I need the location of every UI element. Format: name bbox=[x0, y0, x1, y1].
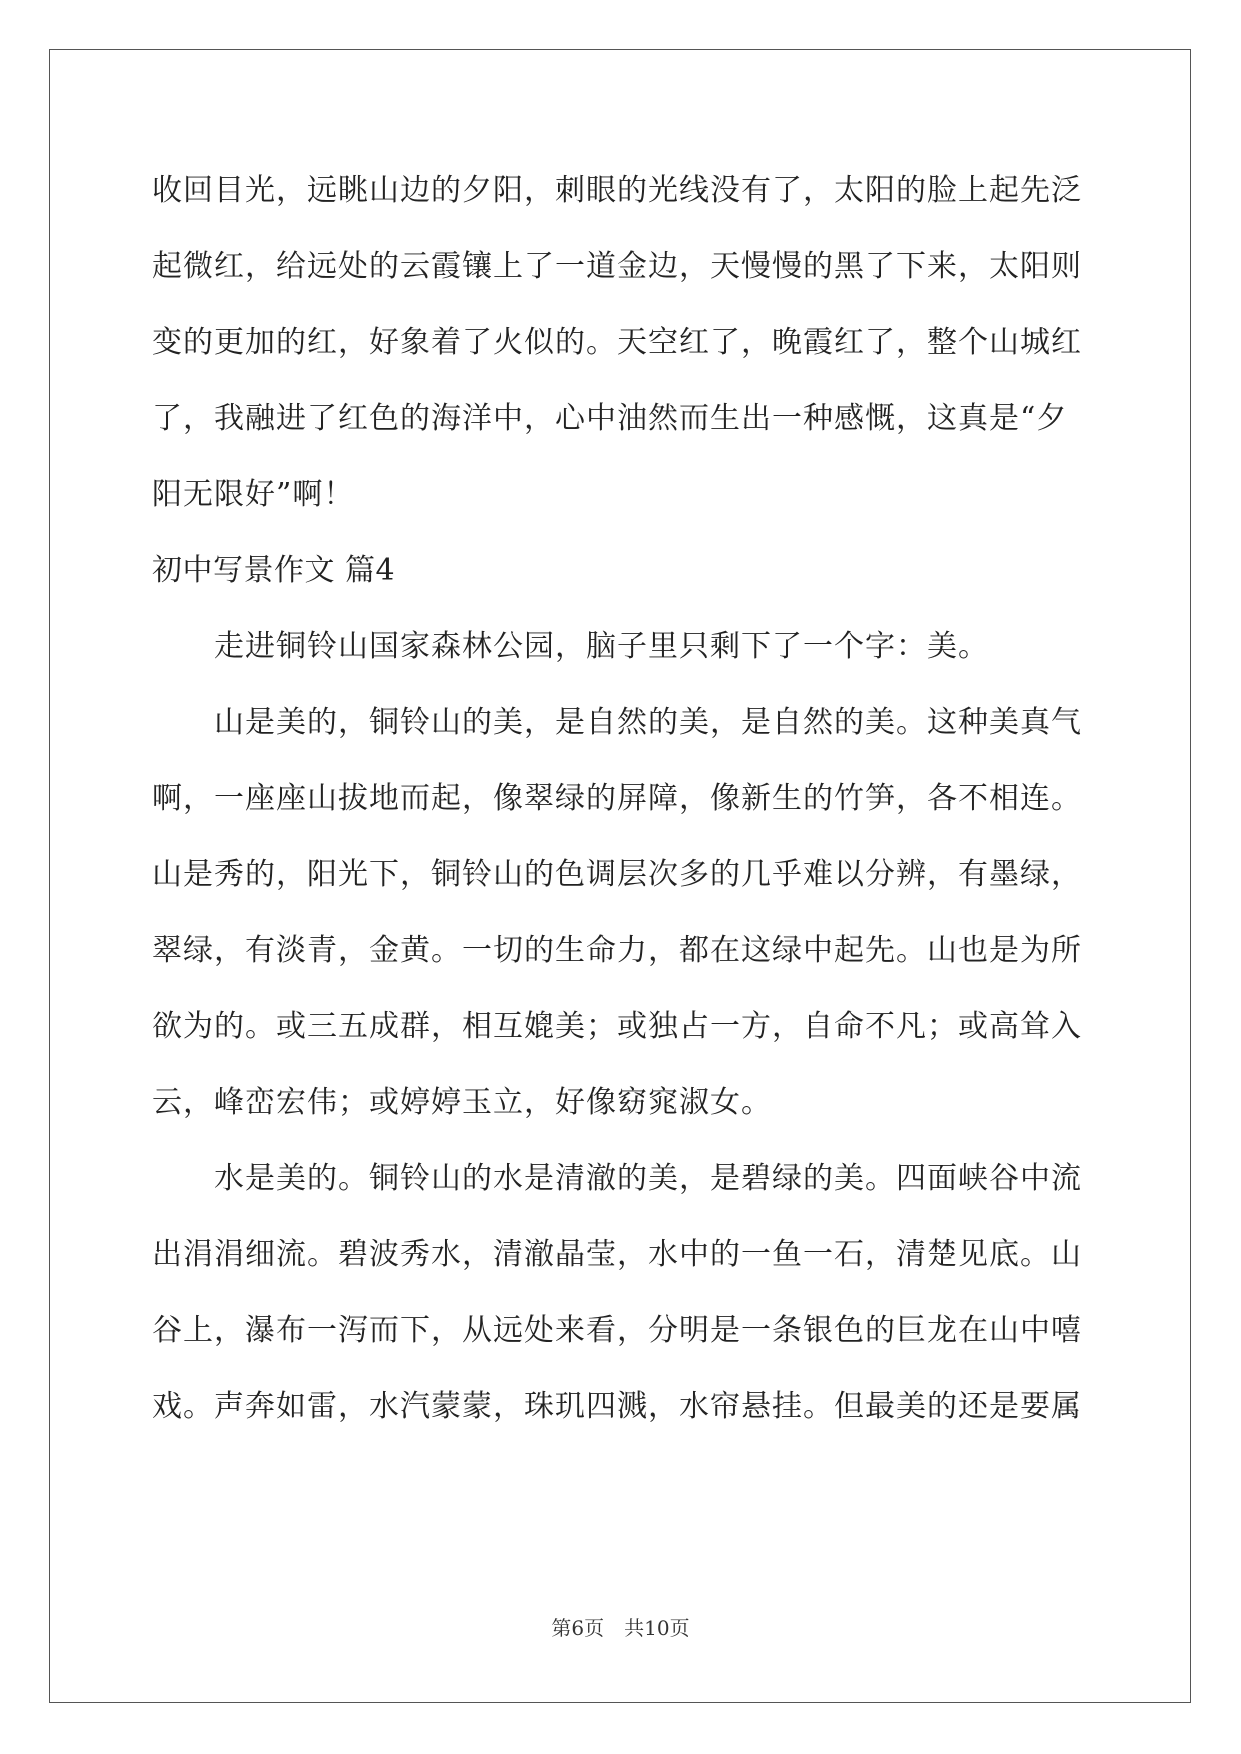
total-pages: 共10页 bbox=[624, 1616, 690, 1640]
text-line: 欲为的。或三五成群，相互媲美；或独占一方，自命不凡；或高耸入 bbox=[152, 1009, 1082, 1044]
paragraph-start-line: 走进铜铃山国家森林公园，脑子里只剩下了一个字：美。 bbox=[214, 629, 989, 664]
text-line: 翠绿，有淡青，金黄。一切的生命力，都在这绿中起先。山也是为所 bbox=[152, 933, 1082, 968]
text-line: 山是秀的，阳光下，铜铃山的色调层次多的几乎难以分辨，有墨绿， bbox=[152, 857, 1082, 892]
paragraph-start-line: 山是美的，铜铃山的美，是自然的美，是自然的美。这种美真气 bbox=[214, 705, 1082, 740]
text-line: 谷上，瀑布一泻而下，从远处来看，分明是一条银色的巨龙在山中嘻 bbox=[152, 1313, 1082, 1348]
text-line: 啊，一座座山拔地而起，像翠绿的屏障，像新生的竹笋，各不相连。 bbox=[152, 781, 1082, 816]
document-body bbox=[152, 153, 1092, 1445]
text-line: 了，我融进了红色的海洋中，心中油然而生出一种感慨，这真是“夕 bbox=[152, 401, 1068, 436]
text-line: 戏。声奔如雷，水汽蒙蒙，珠玑四溅，水帘悬挂。但最美的还是要属 bbox=[152, 1389, 1082, 1424]
text-line: 变的更加的红，好象着了火似的。天空红了，晚霞红了，整个山城红 bbox=[152, 325, 1082, 360]
text-line: 收回目光，远眺山边的夕阳，刺眼的光线没有了，太阳的脸上起先泛 bbox=[152, 173, 1082, 208]
text-line: 阳无限好”啊！ bbox=[152, 477, 355, 512]
page-footer bbox=[0, 1612, 1241, 1641]
section-heading: 初中写景作文 篇4 bbox=[152, 553, 396, 588]
paragraph-start-line: 水是美的。铜铃山的水是清澈的美，是碧绿的美。四面峡谷中流 bbox=[214, 1161, 1082, 1196]
text-line: 云，峰峦宏伟；或婷婷玉立，好像窈窕淑女。 bbox=[152, 1085, 772, 1120]
page-number: 第6页 bbox=[551, 1616, 605, 1640]
text-line: 起微红，给远处的云霞镶上了一道金边，天慢慢的黑了下来，太阳则 bbox=[152, 249, 1082, 284]
text-line: 出涓涓细流。碧波秀水，清澈晶莹，水中的一鱼一石，清楚见底。山 bbox=[152, 1237, 1082, 1272]
